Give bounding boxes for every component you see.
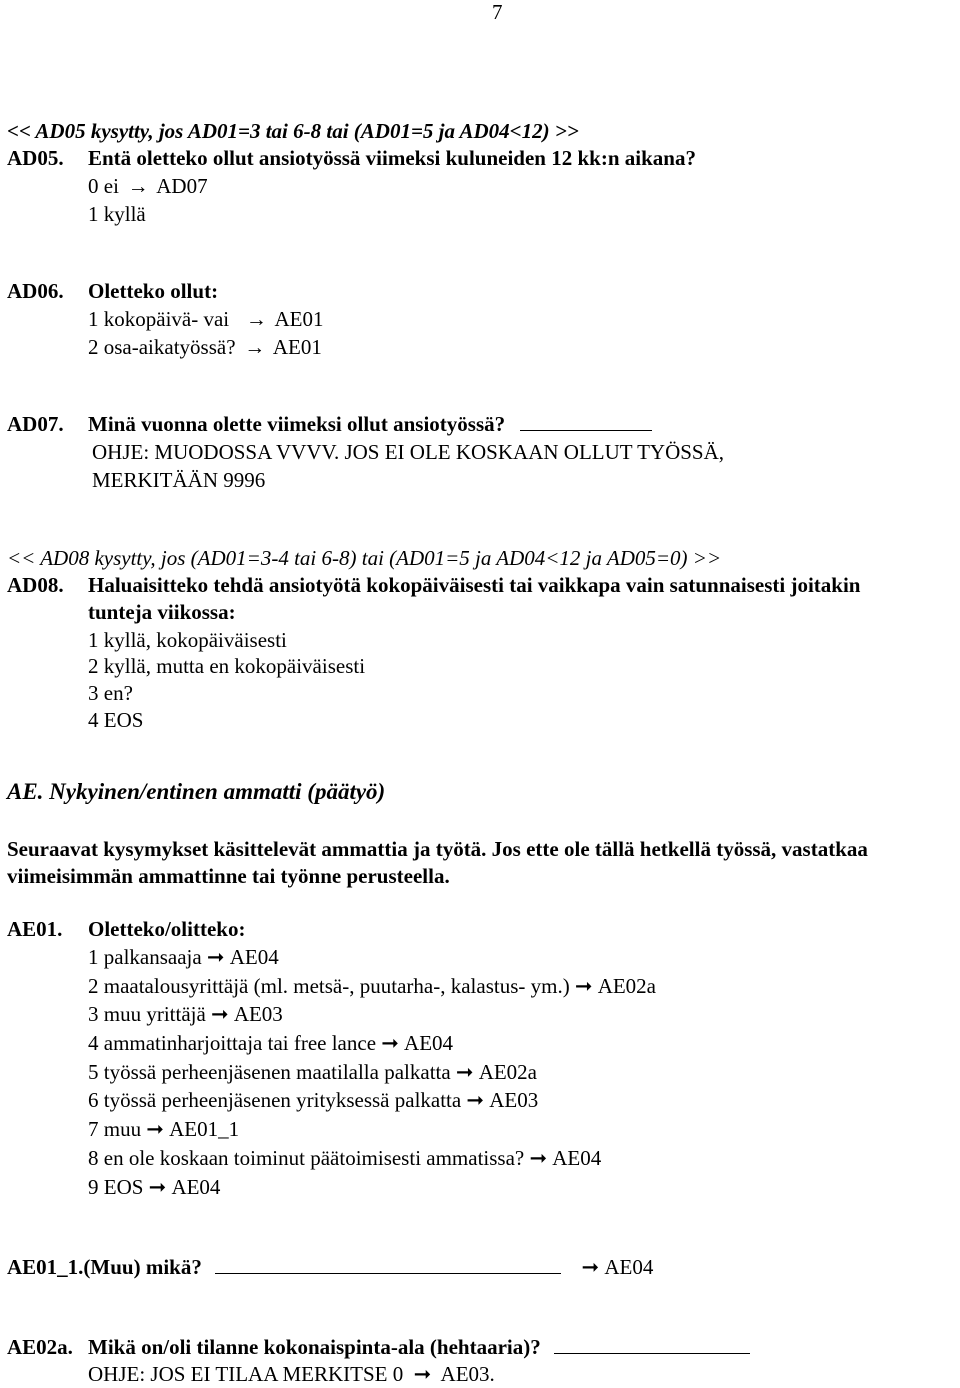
ad08-option-1: 1 kyllä, kokopäiväisesti — [88, 628, 287, 652]
arrow-icon: ➞ — [413, 1362, 432, 1386]
option-label: 7 muu — [88, 1117, 142, 1142]
arrow-icon: ➞ — [148, 1174, 167, 1199]
goto-target: AE02a — [478, 1059, 538, 1084]
instruction-text: OHJE: JOS EI TILAA MERKITSE 0 — [88, 1362, 404, 1386]
option-label: 5 työssä perheenjäsenen maatilalla palkatta — [88, 1059, 451, 1084]
arrow-icon: ➞ — [455, 1059, 474, 1084]
question-text: Minä vuonna olette viimeksi ollut ansiotyössä? — [88, 412, 506, 436]
ae-section-heading: AE. Nykyinen/entinen ammatti (päätyö) — [7, 779, 386, 804]
ae02a-instruction — [88, 1360, 495, 1388]
other-answer-blank[interactable] — [215, 1255, 561, 1274]
ae01-option — [88, 1029, 656, 1058]
goto-target: AD07 — [156, 174, 208, 198]
ad05-condition: << AD05 kysytty, jos AD01=3 tai 6-8 tai (AD01=5 ja AD04<12) >> — [7, 119, 579, 143]
year-answer-blank[interactable] — [520, 412, 652, 431]
ad05-option-1: 1 kyllä — [88, 202, 146, 226]
arrow-icon: ➞ — [466, 1088, 485, 1113]
arrow-icon: ➞ — [581, 1255, 600, 1279]
option-label: 1 kokopäivä- vai — [88, 307, 230, 331]
ad08-option-3: 3 en? — [88, 681, 133, 705]
ad05-code: AD05. — [7, 146, 64, 170]
goto-target: AE01 — [272, 335, 322, 359]
goto-target: AE02a — [597, 973, 657, 998]
option-label: 2 maatalousyrittäjä (ml. metsä-, puutarha-, kalastus- ym.) — [88, 973, 570, 998]
ae01-option — [88, 1173, 656, 1202]
ae02a-question — [88, 1333, 750, 1361]
option-label: 1 palkansaaja — [88, 945, 202, 969]
question-text: Mikä on/oli tilanne kokonaispinta-ala (hehtaaria)? — [88, 1335, 541, 1359]
goto-target: AE04 — [604, 1255, 654, 1279]
ad05-question: Entä oletteko ollut ansiotyössä viimeksi kuluneiden 12 kk:n aikana? — [88, 146, 696, 170]
ad08-option-2: 2 kyllä, mutta en kokopäiväisesti — [88, 654, 366, 678]
ad06-code: AD06. — [7, 279, 64, 303]
option-label: 4 ammatinharjoittaja tai free lance — [88, 1031, 377, 1056]
arrow-icon: ➞ — [574, 973, 593, 998]
arrow-icon: → — [244, 335, 266, 359]
ae01-question: Oletteko/olitteko: — [88, 917, 246, 941]
ad07-instruction-line2: MERKITÄÄN 9996 — [92, 468, 266, 492]
ad08-question-line1: Haluaisitteko tehdä ansiotyötä kokopäiväisesti tai vaikkapa vain satunnaisesti joitakin — [88, 573, 861, 597]
ad06-option-1 — [88, 305, 323, 333]
ae01-option — [88, 1000, 656, 1029]
arrow-icon: ➞ — [211, 1002, 229, 1027]
arrow-icon: ➞ — [206, 945, 225, 969]
option-label: 2 osa-aikatyössä? — [88, 335, 236, 359]
ae-intro-line1: Seuraavat kysymykset käsittelevät ammattia ja työtä. Jos ette ole tällä hetkellä työssä, vastatkaa — [7, 837, 868, 861]
ae01-option — [88, 943, 656, 972]
ae01-option — [88, 972, 656, 1001]
ae01-option — [88, 1144, 656, 1173]
ad08-code: AD08. — [7, 573, 64, 597]
goto-target: AE04 — [552, 1145, 602, 1170]
goto-target: AE03 — [233, 1002, 283, 1027]
option-label: 0 ei — [88, 174, 119, 198]
ad08-question-line2: tunteja viikossa: — [88, 600, 236, 624]
ad07-instruction-line1: OHJE: MUODOSSA VVVV. JOS EI OLE KOSKAAN OLLUT TYÖSSÄ, — [92, 440, 725, 464]
page-number: 7 — [492, 0, 503, 24]
ae01-option — [88, 1115, 656, 1144]
ae01-1-question — [7, 1253, 653, 1281]
ad06-question: Oletteko ollut: — [88, 279, 219, 303]
area-answer-blank[interactable] — [554, 1335, 750, 1354]
ad08-condition: << AD08 kysytty, jos (AD01=3-4 tai 6-8) tai (AD01=5 ja AD04<12 ja AD05=0) >> — [7, 546, 722, 570]
ad07-code: AD07. — [7, 412, 64, 436]
goto-target: AE04 — [229, 945, 279, 969]
arrow-icon: ➞ — [529, 1145, 548, 1170]
ae01-option — [88, 1086, 656, 1115]
goto-target: AE04 — [404, 1031, 454, 1056]
ad08-option-4: 4 EOS — [88, 708, 144, 732]
goto-target: AE01 — [274, 307, 324, 331]
arrow-icon: → — [245, 307, 267, 331]
arrow-icon: → — [127, 174, 149, 198]
ae-intro-line2: viimeisimmän ammattinne tai työnne perusteella. — [7, 864, 450, 888]
option-label: 3 muu yrittäjä — [88, 1002, 206, 1027]
goto-target: AE03. — [440, 1362, 495, 1386]
question-text: AE01_1.(Muu) mikä? — [7, 1255, 202, 1279]
option-label: 9 EOS — [88, 1174, 144, 1199]
ae01-code: AE01. — [7, 917, 63, 941]
option-label: 8 en ole koskaan toiminut päätoimisesti ammatissa? — [88, 1145, 525, 1170]
ad07-question — [88, 410, 652, 438]
goto-target: AE04 — [171, 1174, 221, 1199]
ad05-option-0 — [88, 172, 208, 200]
ae01-option — [88, 1058, 656, 1087]
ae01-options-list — [88, 943, 656, 1201]
ad06-option-2 — [88, 333, 322, 361]
arrow-icon: ➞ — [146, 1117, 164, 1142]
goto-target: AE03 — [489, 1088, 539, 1113]
arrow-icon: ➞ — [381, 1031, 399, 1056]
option-label: 6 työssä perheenjäsenen yrityksessä palkatta — [88, 1088, 462, 1113]
goto-target: AE01_1 — [169, 1117, 240, 1142]
ae02a-code: AE02a. — [7, 1335, 73, 1359]
